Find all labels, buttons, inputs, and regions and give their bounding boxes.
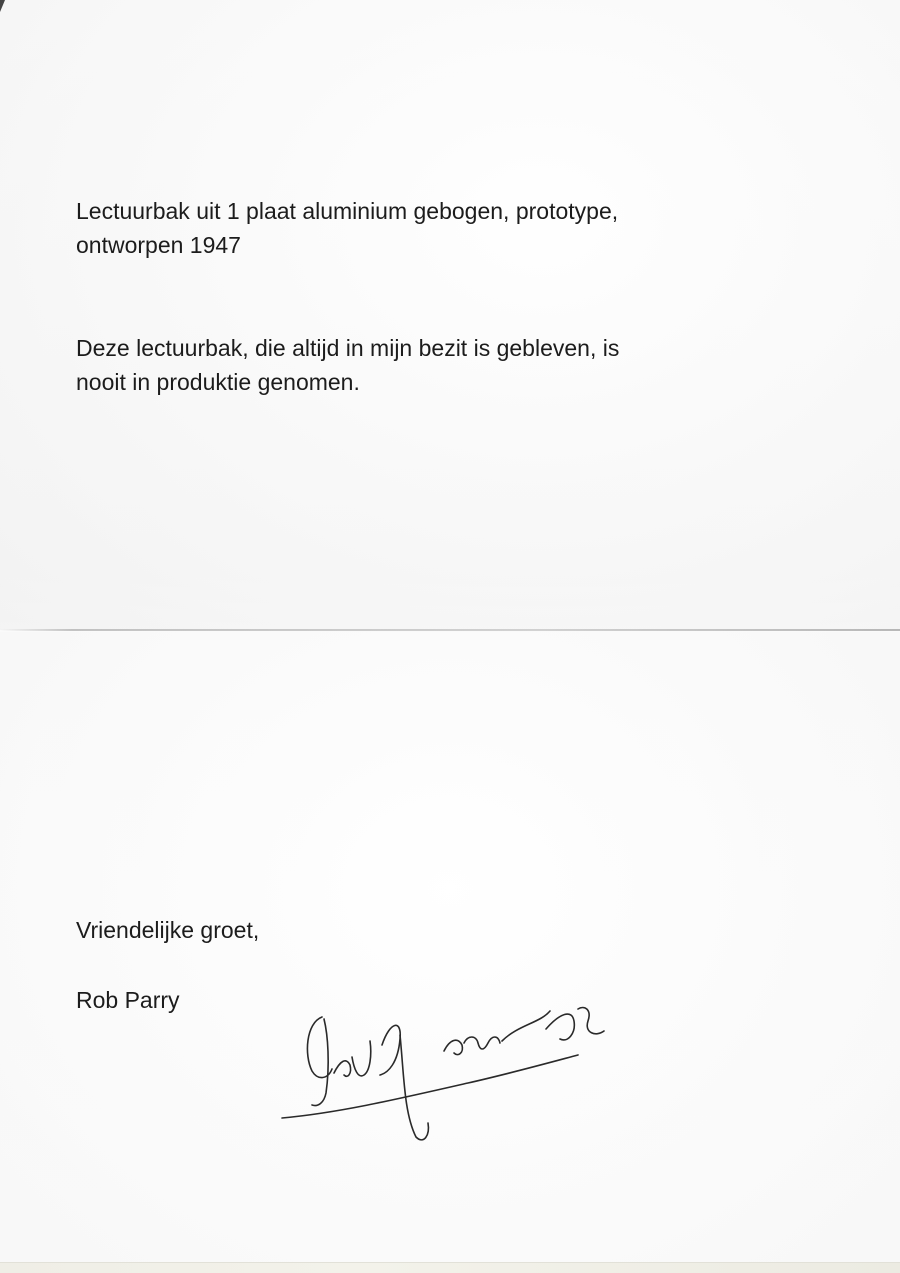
paper-lower-half <box>0 632 900 1273</box>
paper-bottom-edge <box>0 1262 900 1273</box>
closing-greeting: Vriendelijke groet, <box>76 917 260 943</box>
paragraph-provenance <box>76 331 619 399</box>
paragraph-provenance-line-2: nooit in produktie genomen. <box>76 369 360 395</box>
paper-upper-half <box>0 0 900 630</box>
paragraph-description-line-1: Lectuurbak uit 1 plaat aluminium gebogen, prototype, <box>76 198 619 224</box>
paragraph-provenance-line-1: Deze lectuurbak, die altijd in mijn bezit is gebleven, is <box>76 335 620 361</box>
signer-name: Rob Parry <box>76 987 180 1013</box>
paragraph-description-line-2: ontworpen 1947 <box>76 232 241 258</box>
handwritten-signature <box>278 995 618 1145</box>
paragraph-description <box>76 194 618 262</box>
paper-fold-line <box>0 629 900 631</box>
corner-mark <box>0 0 5 12</box>
